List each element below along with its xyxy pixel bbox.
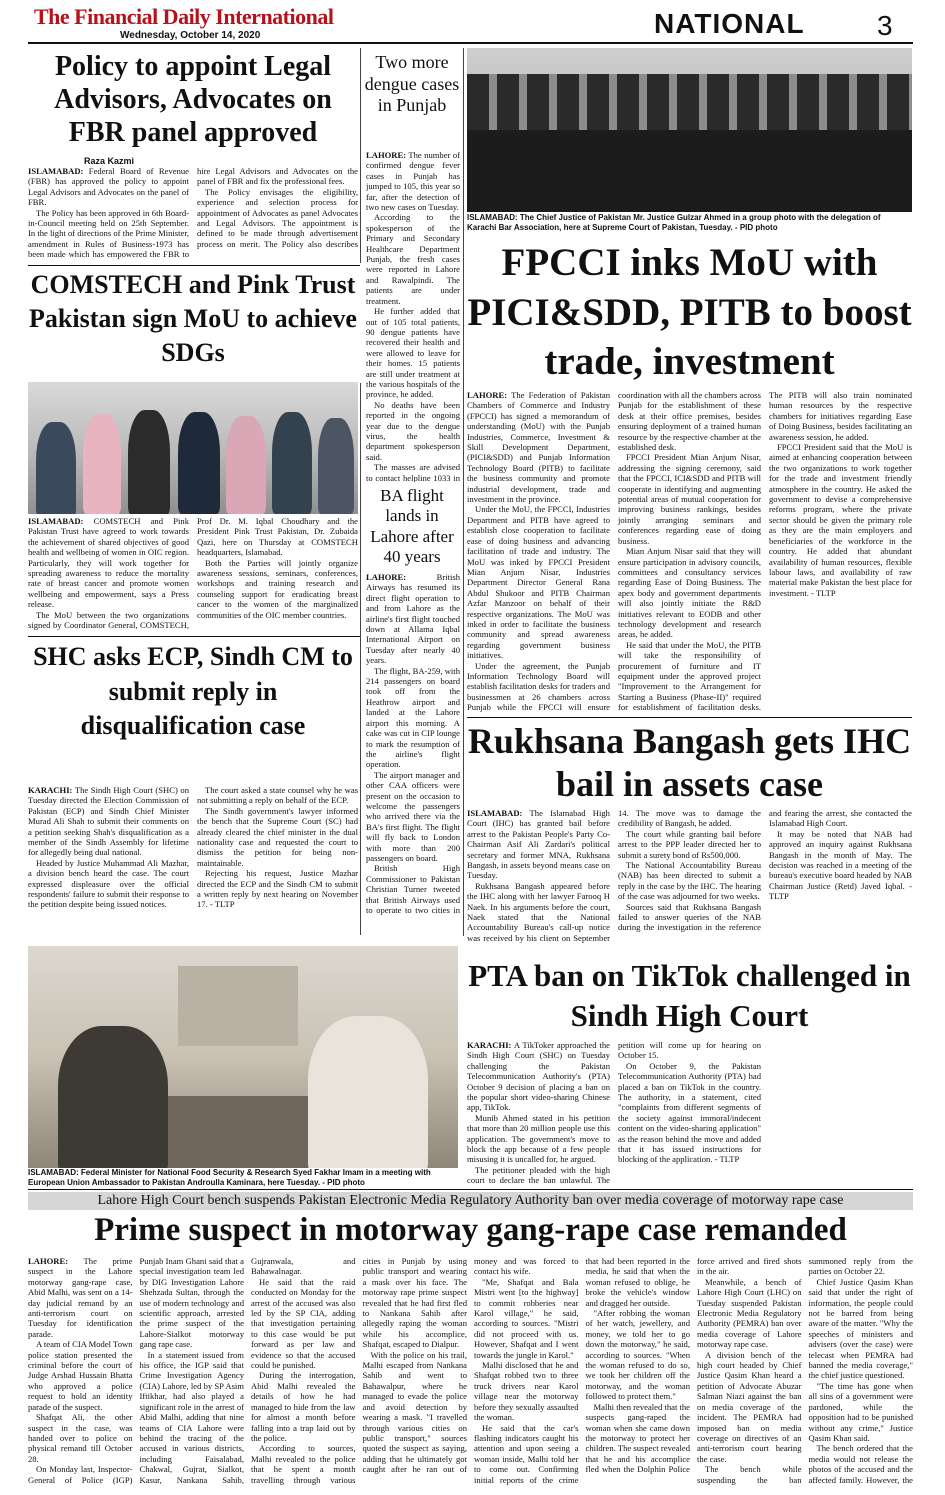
person-figure (318, 418, 354, 514)
motorway-body: LAHORE: The prime suspect in the Lahore motorway gang-rape case, Abid Malhi, was sent on a 14-day judicial remand by an anti-terrorism court on Tuesday for identification parade. A team of CIA Model Town police station presented the criminal before the court of Judge Arshad Hussain Bhatta who approved a police request to hold an identity parade of the suspect. Shafqat Ali, the other suspect in the case, was handed over to police on physical remand till October 28. On Monday last, Inspector-General of Police (IGP) Punjab Inam Ghani said that a special investigation team led by DIG Investigation Lahore Shehzada Sultan, through the use of modern technology and scientific approach, arrested the prime suspect of the Lahore-Sialkot motorway gang rape case. In a statement issued from his office, the IGP said that Crime Investigation Agency (CIA) Lahore, led by SP Asim Iftikhar, had also played a significant role in the arrest of Abid Malhi, adding that nine teams of CIA Lahore were behind the tracing of the accused in various districts, including Faisalabad, Chakwal, Gujrat, Sialkot, Kasur, Nankana Sahib, Gujranwala, and Bahawalnagar. He said that the raid conducted on Monday for the arrest of the accused was also led by the SP CIA, adding that investigation pertaining to this case would be put forward as per law and evidence so that the accused could be punished. During the interrogation, Abid Malhi revealed the details of how he had managed to hide from the law for almost a month before falling into a trap laid out by the police. According to sources, Malhi revealed to the police that he spent a month travelling through various cities in Punjab by using public transport and wearing a mask over his face. The motorway rape prime suspect revealed that he had first fled to Nankana Sahib after allegedly raping the woman while his accomplice, Shafqat, escaped to Dialpur. With the police on his trail, Malhi escaped from Nankana Sahib and went to Bahawalpur, where he managed to evade the police and avoid detection by wearing a mask. "I travelled through various cities on public transport," sources quoted the suspect as saying, adding that he ultimately got caught after he ran out of money and was forced to contact his wife. "Me, Shafqat and Bala Mistri went [to the highway] to commit robberies near Karol village," he said, according to sources. "Mistri did not proceed with us. However, Shafqat and I went towards the jungle in Karol." Malhi disclosed that he and Shafqat robbed two to three truck drivers near Karol village near the motorway before they sexually assaulted the woman. He said that the car's flashing indicators caught his attention and upon seeing a woman inside, Malhi told her to come out. Confirming initial reports of the crime that had been reported in the media, he said that when the woman refused to oblige, he broke the vehicle's window and dragged her outside. "After robbing the woman of her watch, jewellery, and money, we told her to go down the motorway," he said, according to sources. "When the woman refused to do so, we took her children off the motorway, and the woman followed to protect them." Malhi then revealed that the suspects gang-raped the woman when she came down the motorway to protect her children. The suspect revealed that he and his accomplice fled when the Dolphin Police force arrived and fired shots in the air. Meanwhile, a bench of Lahore High Court (LHC) on Tuesday suspended Pakistan Electronic Media Regulatory Authority (PEMRA) ban over media coverage of Lahore motorway rape case. A division bench of the high court headed by Chief Justice Qasim Khan heard a petition of Advocate Abuzar Salman Niazi against the ban on media coverage of the incident. The PEMRA had imposed ban on media coverage on directives of an anti-terrorism court hearing the case. The bench while suspending the ban summoned reply from the parties on October 22. Chief Justice Qasim Khan said that under the right of information, the people could not be barred from being aware of the matter. "Why the speeches of ministers and advisers (over the case) were telecast when PEMRA had banned the media coverage," the chief justice questioned. "The time has gone when all sins of a government were pardoned, while the opposition had to be punished without any crime," Justice Qasim Khan said. The bench ordered that the media would not release the photos of the accused and the affected family. However, the (28, 1256, 913, 1485)
rukhsana-body: ISLAMABAD: The Islamabad High Court (IHC) has granted bail before arrest to the Pakistan People's Party Co-Chairman Asif Ali Zardari's political secretary and former MNA, Rukhsana Bangash, in assets beyond means case on Tuesday. Rukhsana Bangash appeared before the IHC along with her lawyer Farooq H Naek. In his arguments before the court, Naek stated that the National Accountability Bureau's call-up notice was received by his client on September 14. The move was to damage the credibility of Bangash, he added. The court while granting bail before arrest to the PPP leader directed her to submit a surety bond of Rs500,000. The National Accountability Bureau (NAB) has been directed to submit a reply in the case by the IHC. The hearing of the case was adjourned for two weeks. Sources said that Rukhsana Bangash failed to answer queries of the NAB during the investigation in the reference and fearing the arrest, she contacted the Islamabad High Court. It may be noted that NAB had approved an inquiry against Rukhsana Bangash in the month of May. The decision was reached in a meeting of the bureau's executive board headed by NAB Chairman Justice (Retd) Javed Iqbal. - TLTP (467, 808, 912, 943)
ba-body: LAHORE: British Airways has resumed its direct flight operation to and from Lahore as the airline's first flight touched down at Allama Iqbal International Airport on Tuesday after nearly 40 years. The flight, BA-259, with 214 passengers on board took off from the Heathrow airport and landed at the Lahore airport this morning. A cake was cut in CIP lounge to mark the resumption of the airline's flight operation. The airport manager and other CAA officers were present on the occasion to welcome the passengers who arrived there via the BA's first flight. The flight will fly back to London with more than 200 passengers on board. British High Commissioner to Pakistan Christian Turner tweeted that British Airways used to operate to two cities in (366, 572, 460, 915)
dengue-body: LAHORE: The number of confirmed dengue fever cases in Punjab has jumped to 105, this year so far, after the detection of two new cases on Tuesday. According to the spokesperson of the Primary and Secondary Healthcare Department Punjab, the fresh cases were reported in Lahore and Rawalpindi. The patients are under treatment. He further added that out of 105 total patients, 90 dengue patients have recovered their health and were allowed to leave for their homes. 15 patients are still under treatment at the various hospitals of the province, he added. No deaths have been reported in the ongoing year due to the dengue virus, the health department spokesperson said. The masses are advised to contact helpline 1033 in (366, 150, 460, 482)
group-figures (467, 126, 912, 212)
person-figure (36, 422, 76, 514)
chief-justice-caption: ISLAMABAD: The Chief Justice of Pakistan Mr. Justice Gulzar Ahmed in a group photo with the delegation of Karachi Bar Association, here at Supreme Court of Pakistan, Tuesday. - PID photo (467, 213, 881, 232)
rukhsana-headline: Rukhsana Bangash gets IHC bail in assets case (467, 721, 912, 805)
masthead-date: Wednesday, October 14, 2020 (120, 30, 261, 41)
dateline: ISLAMABAD: (467, 808, 523, 818)
fpcci-body: LAHORE: The Federation of Pakistan Chambers of Commerce and Industry (FPCCI) has signed a memorandum of understanding (MoU) with the Punjab Industries, Commerce, Investment & Skill Development Department, (PICI&SDD) and Punjab Information Technology Board (PITB) to facilitate the business community and promote industrial development, trade and investment in the province. Under the MoU, the FPCCI, Industries Department and PITB have agreed to establish close cooperation to facilitate ease of doing business and advancing facilitation of trade and industry. The MoU was inked by FPCCI President Mian Anjum Nisar, Industries Department Director General Rana Abdul Shukoor and PITB Chairman Azfar Manzoor on behalf of their respective organizations. The MoU was inked in order to facilitate the business community and spread awareness regarding government business initiatives. Under the agreement, the Punjab Information Technology Board will establish facilitation desks for traders and businessmen at 26 chambers across Punjab while the FPCCI will ensure coordination with all the chambers across Punjab for the establishment of these desk at their office premises, besides ensuring deployment of a trained human resource by the respective chamber at the established desk. FPCCI President Mian Anjum Nisar, addressing the signing ceremony, said that the FPCCI, ICI&SDD and PITB will cooperate in identifying and augmenting potential areas of mutual cooperation for improving business rankings, besides jointly arranging seminars and conferences regarding ease of doing business. Mian Anjum Nisar said that they will ensure participation in advisory councils, committees and consultancy services regarding Ease of Doing Business. The apex body and government departments will also jointly initiate the R&D initiatives relevant to EODB and other technology development and research areas, he added. He said that under the MoU, the PITB will take the responsibility of procurement of furniture and IT equipment under the approved project "Improvement to the Arrangement for Starting a Business (Phase-II)" required for establishment of facilitation desks. The PITB will also train nominated human resources by the respective chambers for initiatives regarding Ease of Doing Business, besides facilitating an awareness session, he added. FPCCI President said that the MoU is aimed at enhancing cooperation between the two organizations to work together for the trade and investment friendly atmosphere in the country. He asked the government to devise a comprehensive reforms program, where the private sector should be given the primary role as they are the main employers and beneficiaries of the workforce in the country. He added that abundant availability of human resources, flexible labour laws, and availability of raw material make Pakistan the best place for investment. - TLTP (467, 390, 912, 713)
dateline: KARACHI: (467, 1040, 512, 1050)
person-figure (308, 1016, 428, 1168)
shc-headline: SHC asks ECP, Sindh CM to submit reply in disqualification case (33, 642, 353, 741)
fbr-headline: Policy to appoint Legal Advisors, Advocates on FBR panel approved (54, 51, 332, 149)
shc-body: KARACHI: The Sindh High Court (SHC) on Tuesday directed the Election Commission of Pakistan (ECP) and Sindh Chief Minister Murad Ali Shah to submit their comments on a petition seeking Shah's disqualification as a member of the Sindh Assembly for lifetime for allegedly being dual national. Headed by Justice Muhammad Ali Mazhar, a division bench heard the case. The court expressed displeasure over the official respondents' failure to submit their response to the petition despite being issued notices. The court asked a state counsel why he was not submitting a reply on behalf of the ECP. The Sindh government's lawyer informed the bench that the Supreme Court (SC) had already cleared the chief minister in the dual nationality case and requested the court to dismiss the petition for being non-maintainable. Rejecting his request, Justice Mazhar directed the ECP and the Sindh CM to submit a written reply by next hearing on November 17. - TLTP (28, 785, 358, 910)
section-name: NATIONAL (654, 8, 805, 39)
fakhar-imam-photo (28, 946, 458, 1168)
story-rule (28, 636, 360, 637)
page-number: 3 (877, 10, 893, 41)
tiktok-headline: PTA ban on TikTok challenged in Sindh High Court (468, 958, 911, 1034)
group-figures-back-row (467, 74, 912, 130)
dateline: ISLAMABAD: (28, 166, 84, 176)
dateline: LAHORE: (467, 390, 508, 400)
story-rule (28, 265, 360, 266)
table-shape (168, 1096, 308, 1168)
dateline: LAHORE: (366, 572, 407, 582)
person-figure (58, 1026, 168, 1168)
motorway-headline: Prime suspect in motorway gang-rape case remanded (94, 1212, 847, 1248)
comstech-headline: COMSTECH and Pink Trust Pakistan sign MoU to achieve SDGs (29, 270, 357, 367)
fakhar-imam-caption: ISLAMABAD: Federal Minister for National Food Security & Research Syed Fakhar Imam in a meeting with European Union Ambassador to Pakistan Androulla Kaminara, here Tuesday. - PID photo (28, 1168, 431, 1187)
ba-headline: BA flight lands in Lahore after 40 years (370, 486, 454, 567)
fbr-byline: Raza Kazmi (84, 156, 135, 166)
person-figure (226, 416, 266, 514)
column-divider (360, 383, 361, 935)
story-rule (467, 717, 912, 718)
fpcci-headline: FPCCI inks MoU with PICI&SDD, PITB to boost trade, investment (467, 241, 912, 384)
column-divider (360, 48, 361, 263)
person-figure (272, 412, 312, 514)
person-figure (178, 412, 220, 514)
comstech-body: ISLAMABAD: COMSTECH and Pink Pakistan Trust have agreed to work towards the achievement of shared objectives of good health and wellbeing of women in OIC region. Particularly, they will work together for spreading awareness to reduce the mortality rate of breast cancer and promote women wellbeing and empowerment, says a Press release. The MoU between the two organizations signed by Coordinator General, COMSTECH, Prof Dr. M. Iqbal Choudhary and the President Pink Trust Pakistan, Dr. Zubaida Qazi, here on Thursday at COMSTECH headquarters, Islamabad. Both the Parties will jointly organize awareness sessions, seminars, conferences, workshops and training research and counseling support for eradicating breast cancer to the women of the marginalized communities of the OIC member countries. (28, 516, 358, 631)
fbr-body: ISLAMABAD: Federal Board of Revenue (FBR) has approved the policy to appoint Legal Advisors and Advocates on the panel of FBR. The Policy has been approved in 6th Board-in-Council meeting held on 25th September. In the light of directions of the Prime Minister, amendment in Rules of Business-1973 has been made which has empowered the FBR to hire Legal Advisors and Advocates on the panel of FBR and fix the professional fees. The Policy envisages the eligibility, experience and selection process for appointment of Advocates as panel Advocates and Legal Advisors. The appointment is defined to be made through advertisement process on merit. The Policy also describes (28, 166, 358, 260)
dateline: ISLAMABAD: (28, 516, 84, 526)
person-figure (128, 410, 170, 514)
dateline: KARACHI: (28, 785, 73, 795)
chief-justice-photo (467, 48, 912, 212)
person-figure (83, 414, 121, 514)
dengue-headline: Two more dengue cases in Punjab (364, 52, 460, 116)
story-rule (28, 1189, 913, 1190)
dateline: LAHORE: (366, 150, 407, 160)
column-divider (463, 48, 464, 936)
tiktok-body: KARACHI: A TikToker approached the Sindh High Court (SHC) on Tuesday challenging the Pakistan Telecommunication Authority's (PTA) October 9 decision of placing a ban on the popular short video-sharing Chinese app, TikTok. Munib Ahmed stated in his petition that more than 20 million people use this application. The government's move to block the app because of a few people misusing it is uncalled for, he argued. The petitioner pleaded with the high court to declare the ban unlawful. The petition will come up for hearing on October 15. On October 9, the Pakistan Telecommunication Authority (PTA) had placed a ban on TikTok in the country. The authority, in a statement, cited "complaints from different segments of the society against immoral/indecent content on the video-sharing application" as the reason behind the move and added that it has issued instructions for blocking of the application. - TLTP (467, 1040, 761, 1186)
comstech-photo (28, 382, 358, 514)
dateline: LAHORE: (28, 1256, 69, 1266)
masthead-rule (28, 42, 913, 44)
motorway-kicker: Lahore High Court bench suspends Pakistan Electronic Media Regulatory Authority ban over media coverage of motorway rape case (28, 1192, 913, 1210)
masthead-title: The Financial Daily International (34, 4, 334, 29)
wall-panel (178, 966, 298, 1046)
